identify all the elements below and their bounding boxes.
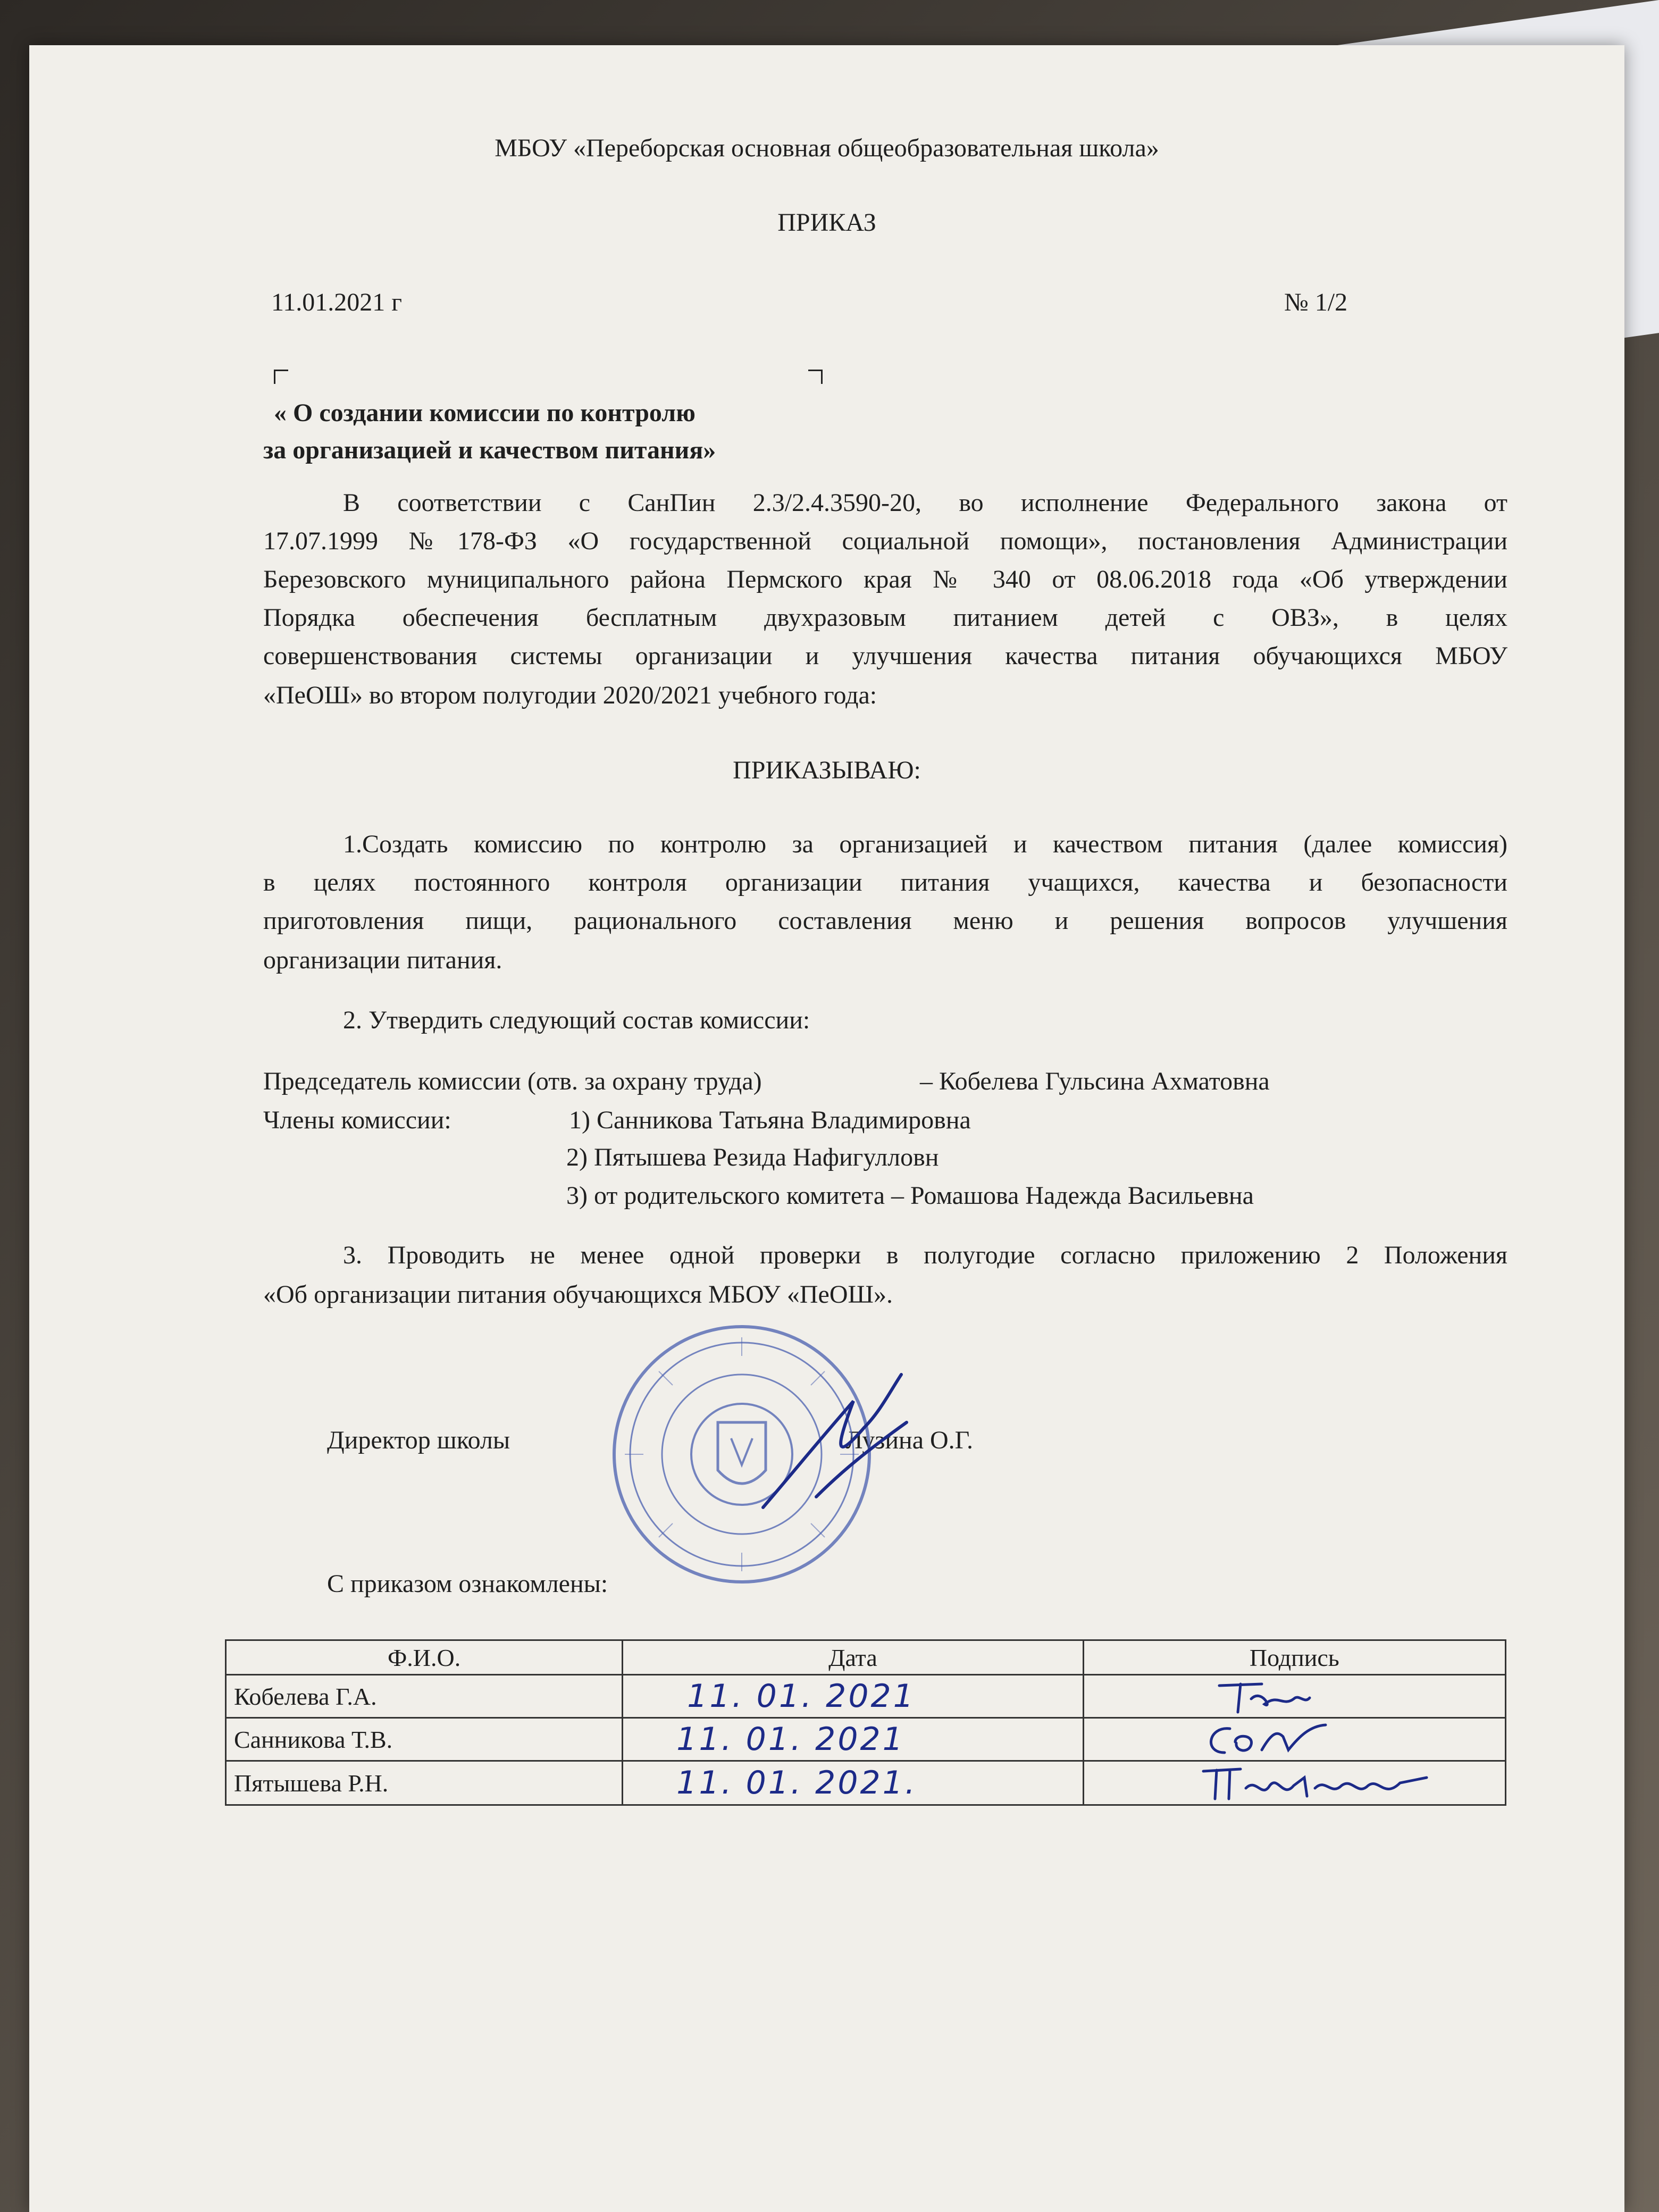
handwritten-signature <box>1198 1721 1336 1758</box>
acquaintance-table <box>225 1639 1506 1806</box>
bracket-top-left <box>274 370 288 384</box>
column-header-date: Дата <box>623 1640 1084 1675</box>
column-header-name: Ф.И.О. <box>226 1640 623 1675</box>
members-label: Члены комиссии: <box>263 1106 451 1134</box>
table-row <box>226 1718 1506 1761</box>
member-3: 3) от родительского комитета – Ромашова Надежда Васильевна <box>566 1182 1254 1210</box>
subject-line-2: за организацией и качеством питания» <box>263 436 716 464</box>
order-word: ПРИКАЗЫВАЮ: <box>733 756 921 784</box>
handwritten-date: 11. 01. 2021. <box>676 1764 917 1802</box>
preamble-line: совершенствования системы организации и улучшения качества питания обучающихся МБОУ <box>263 642 1507 670</box>
order-number: № 1/2 <box>1284 288 1348 316</box>
row-name: Санникова Т.В. <box>226 1718 623 1761</box>
item-1-line: организации питания. <box>263 946 502 974</box>
table-row <box>226 1675 1506 1718</box>
handwritten-signature <box>1214 1678 1352 1715</box>
preamble-line: Порядка обеспечения бесплатным двухразовым питанием детей с ОВЗ», в целях <box>263 604 1507 632</box>
school-name: МБОУ «Переборская основная общеобразовательная школа» <box>495 134 1159 162</box>
preamble-line: В соответствии с СанПин 2.3/2.4.3590-20, во исполнение Федерального закона от <box>343 489 1507 517</box>
acquainted-label: С приказом ознакомлены: <box>327 1570 608 1598</box>
item-3-line: 3. Проводить не менее одной проверки в полугодие согласно приложению 2 Положения <box>343 1241 1507 1269</box>
member-2: 2) Пятышева Резида Нафигулловн <box>566 1143 939 1171</box>
table-row <box>226 1761 1506 1805</box>
row-signature <box>1083 1675 1505 1718</box>
handwritten-date: 11. 01. 2021 <box>676 1721 905 1758</box>
chair-name: – Кобелева Гульсина Ахматовна <box>920 1067 1270 1095</box>
row-name: Пятышева Р.Н. <box>226 1761 623 1805</box>
item-2: 2. Утвердить следующий состав комиссии: <box>343 1006 810 1034</box>
row-signature <box>1083 1718 1505 1761</box>
bracket-top-right <box>808 370 823 384</box>
row-signature <box>1083 1761 1505 1805</box>
preamble-line: «ПеОШ» во втором полугодии 2020/2021 учебного года: <box>263 681 877 709</box>
director-name: Лузина О.Г. <box>845 1426 973 1454</box>
document-page <box>29 45 1624 2212</box>
row-name: Кобелева Г.А. <box>226 1675 623 1718</box>
item-1-line: 1.Создать комиссию по контролю за организацией и качеством питания (далее комиссия) <box>343 830 1507 858</box>
column-header-signature: Подпись <box>1083 1640 1505 1675</box>
row-date <box>623 1675 1084 1718</box>
order-date: 11.01.2021 г <box>271 288 402 316</box>
row-date <box>623 1718 1084 1761</box>
subject-line-1: « О создании комиссии по контролю <box>274 399 696 427</box>
table-header-row <box>226 1640 1506 1675</box>
director-signature <box>752 1364 912 1523</box>
row-date <box>623 1761 1084 1805</box>
item-1-line: в целях постоянного контроля организации питания учащихся, качества и безопасности <box>263 868 1507 896</box>
document-type: ПРИКАЗ <box>777 208 876 237</box>
director-position: Директор школы <box>327 1426 510 1454</box>
item-3-line: «Об организации питания обучающихся МБОУ «ПеОШ». <box>263 1280 893 1309</box>
chair-label: Председатель комиссии (отв. за охрану труда) <box>263 1067 762 1095</box>
handwritten-date: 11. 01. 2021 <box>687 1678 916 1715</box>
preamble-line: 17.07.1999 №178-ФЗ «О государственной социальной помощи», постановления Администрации <box>263 527 1507 555</box>
preamble-line: Березовского муниципального района Пермского края № 340 от 08.06.2018 года «Об утверждении <box>263 565 1507 593</box>
handwritten-signature <box>1198 1762 1432 1804</box>
item-1-line: приготовления пищи, рационального составления меню и решения вопросов улучшения <box>263 907 1507 935</box>
member-1: 1) Санникова Татьяна Владимировна <box>569 1106 971 1134</box>
